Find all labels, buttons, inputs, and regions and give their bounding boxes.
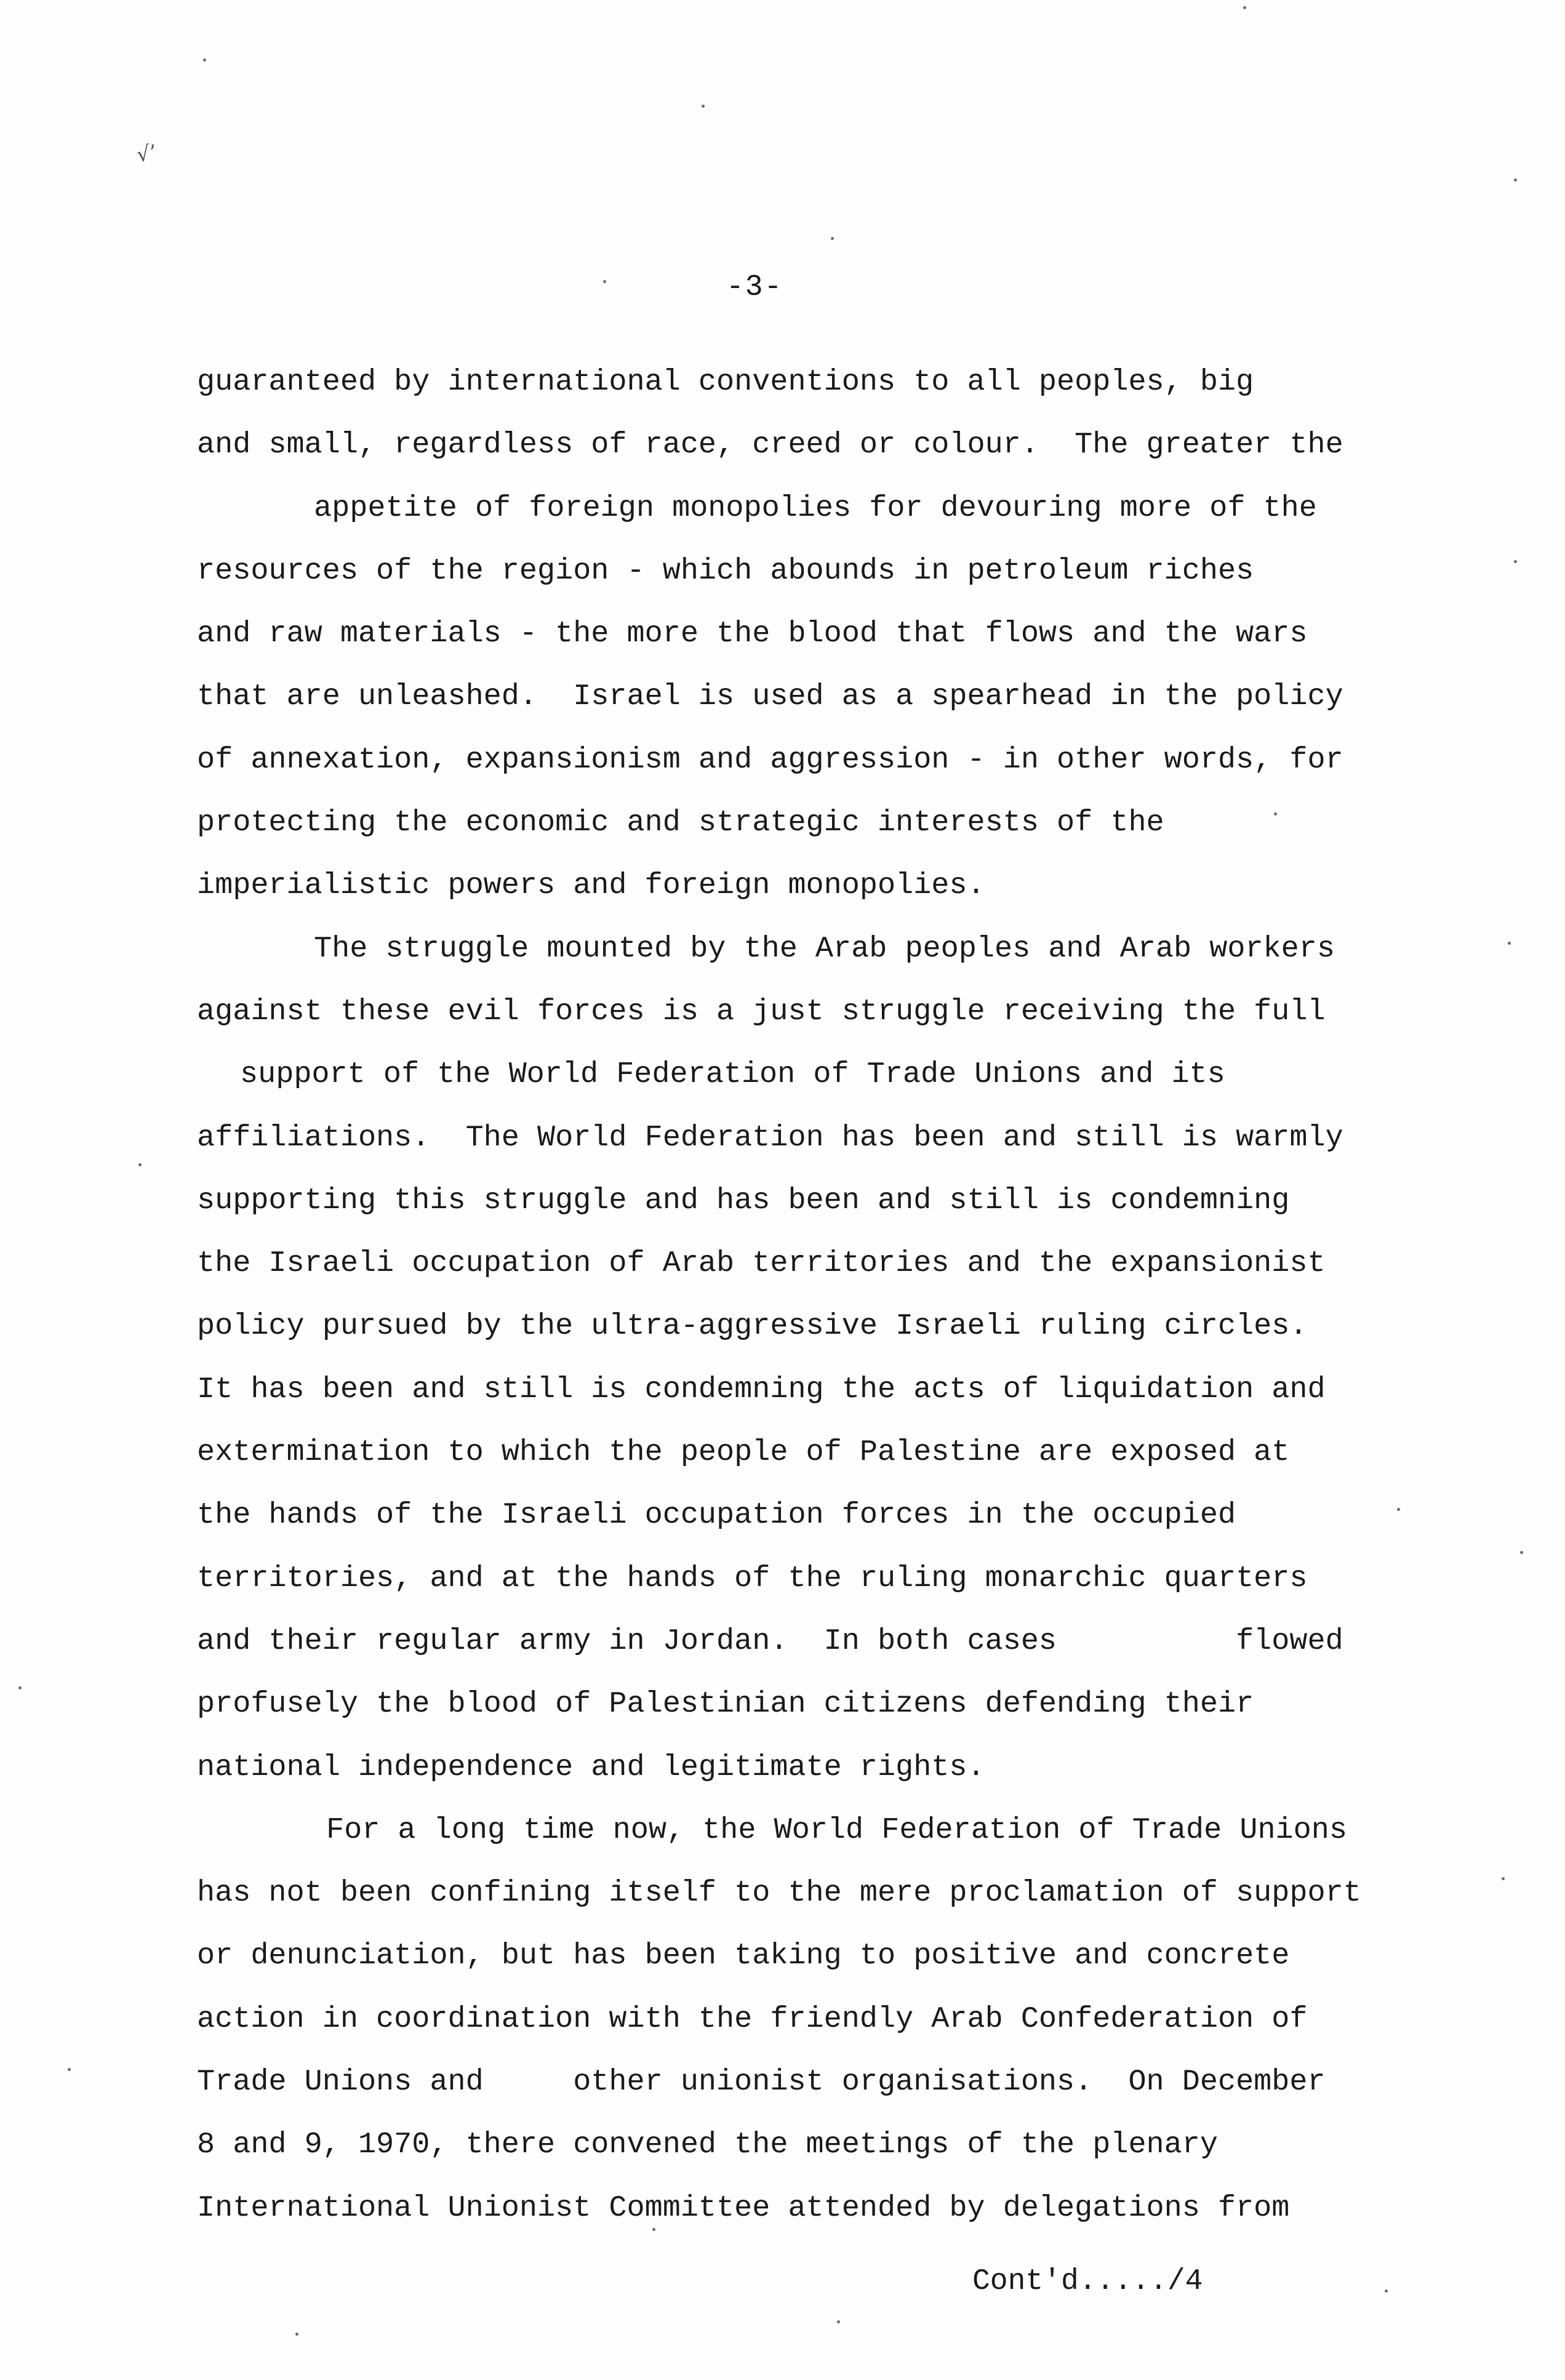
scan-speck [1274, 812, 1277, 815]
text-line: action in coordination with the friendly Arab Confederation of [197, 2001, 1308, 2036]
scan-speck [203, 58, 206, 62]
paragraph-start-line: The struggle mounted by the Arab peoples and Arab workers [314, 931, 1335, 966]
text-line: guaranteed by international conventions to all peoples, big [197, 365, 1254, 399]
text-line: support of the World Federation of Trade Unions and its [240, 1057, 1225, 1092]
scan-speck [1502, 1877, 1505, 1880]
text-line: and their regular army in Jordan. In both cases flowed [197, 1624, 1343, 1658]
text-line: imperialistic powers and foreign monopolies. [197, 868, 985, 903]
text-line: or denunciation, but has been taking to positive and concrete [197, 1939, 1290, 1973]
text-line: policy pursued by the ultra-aggressive Israeli ruling circles. [197, 1309, 1308, 1344]
text-line: It has been and still is condemning the acts of liquidation and [197, 1372, 1326, 1406]
scan-speck [652, 2228, 655, 2231]
text-line: supporting this struggle and has been and still is condemning [197, 1183, 1290, 1217]
text-line: against these evil forces is a just struggle receiving the full [197, 994, 1326, 1028]
text-line: the hands of the Israeli occupation forces in the occupied [197, 1498, 1236, 1533]
scan-speck [1397, 1508, 1400, 1511]
scan-speck [702, 105, 705, 108]
scan-speck [138, 1163, 142, 1166]
margin-mark: √’ [135, 140, 159, 168]
text-line: and small, regardless of race, creed or colour. The greater the [197, 428, 1343, 462]
text-line: profusely the blood of Palestinian citizens defending their [197, 1687, 1254, 1721]
scan-speck [603, 280, 606, 283]
text-line: territories, and at the hands of the ruling monarchic quarters [197, 1561, 1308, 1595]
text-line: appetite of foreign monopolies for devouring more of the [314, 491, 1317, 525]
text-line: protecting the economic and strategic interests of the [197, 806, 1164, 840]
text-line: extermination to which the people of Palestine are exposed at [197, 1435, 1290, 1470]
text-line: International Unionist Committee attended by delegations from [197, 2190, 1290, 2225]
scan-speck [1243, 6, 1246, 9]
text-line: Trade Unions and other unionist organisations. On December [197, 2065, 1326, 2099]
scan-speck [1508, 942, 1511, 945]
text-line: and raw materials - the more the blood that flows and the wars [197, 617, 1308, 651]
body-text [197, 351, 1477, 2240]
scan-speck [1514, 178, 1517, 182]
text-line: the Israeli occupation of Arab territories and the expansionist [197, 1246, 1326, 1281]
text-line: resources of the region - which abounds in petroleum riches [197, 553, 1254, 588]
scan-speck [18, 1686, 22, 1689]
scan-speck [1385, 2290, 1388, 2293]
scan-speck [837, 2320, 840, 2323]
page-number: -3- [726, 271, 783, 304]
scan-speck [1520, 1551, 1523, 1554]
text-line: 8 and 9, 1970, there convened the meetings of the plenary [197, 2128, 1218, 2162]
text-line: of annexation, expansionism and aggression - in other words, for [197, 742, 1343, 777]
text-line: national independence and legitimate rights. [197, 1750, 985, 1784]
scan-speck [1514, 560, 1517, 563]
text-line: affiliations. The World Federation has been and still is warmly [197, 1120, 1343, 1155]
text-line: that are unleashed. Israel is used as a spearhead in the policy [197, 679, 1343, 714]
scan-speck [831, 237, 834, 240]
scan-speck [68, 2068, 71, 2071]
text-line: has not been confining itself to the mere proclamation of support [197, 1876, 1361, 1910]
continued-note: Cont'd...../4 [972, 2265, 1203, 2298]
scan-speck [295, 2333, 298, 2336]
paragraph-start-line: For a long time now, the World Federation of Trade Unions [326, 1813, 1347, 1847]
